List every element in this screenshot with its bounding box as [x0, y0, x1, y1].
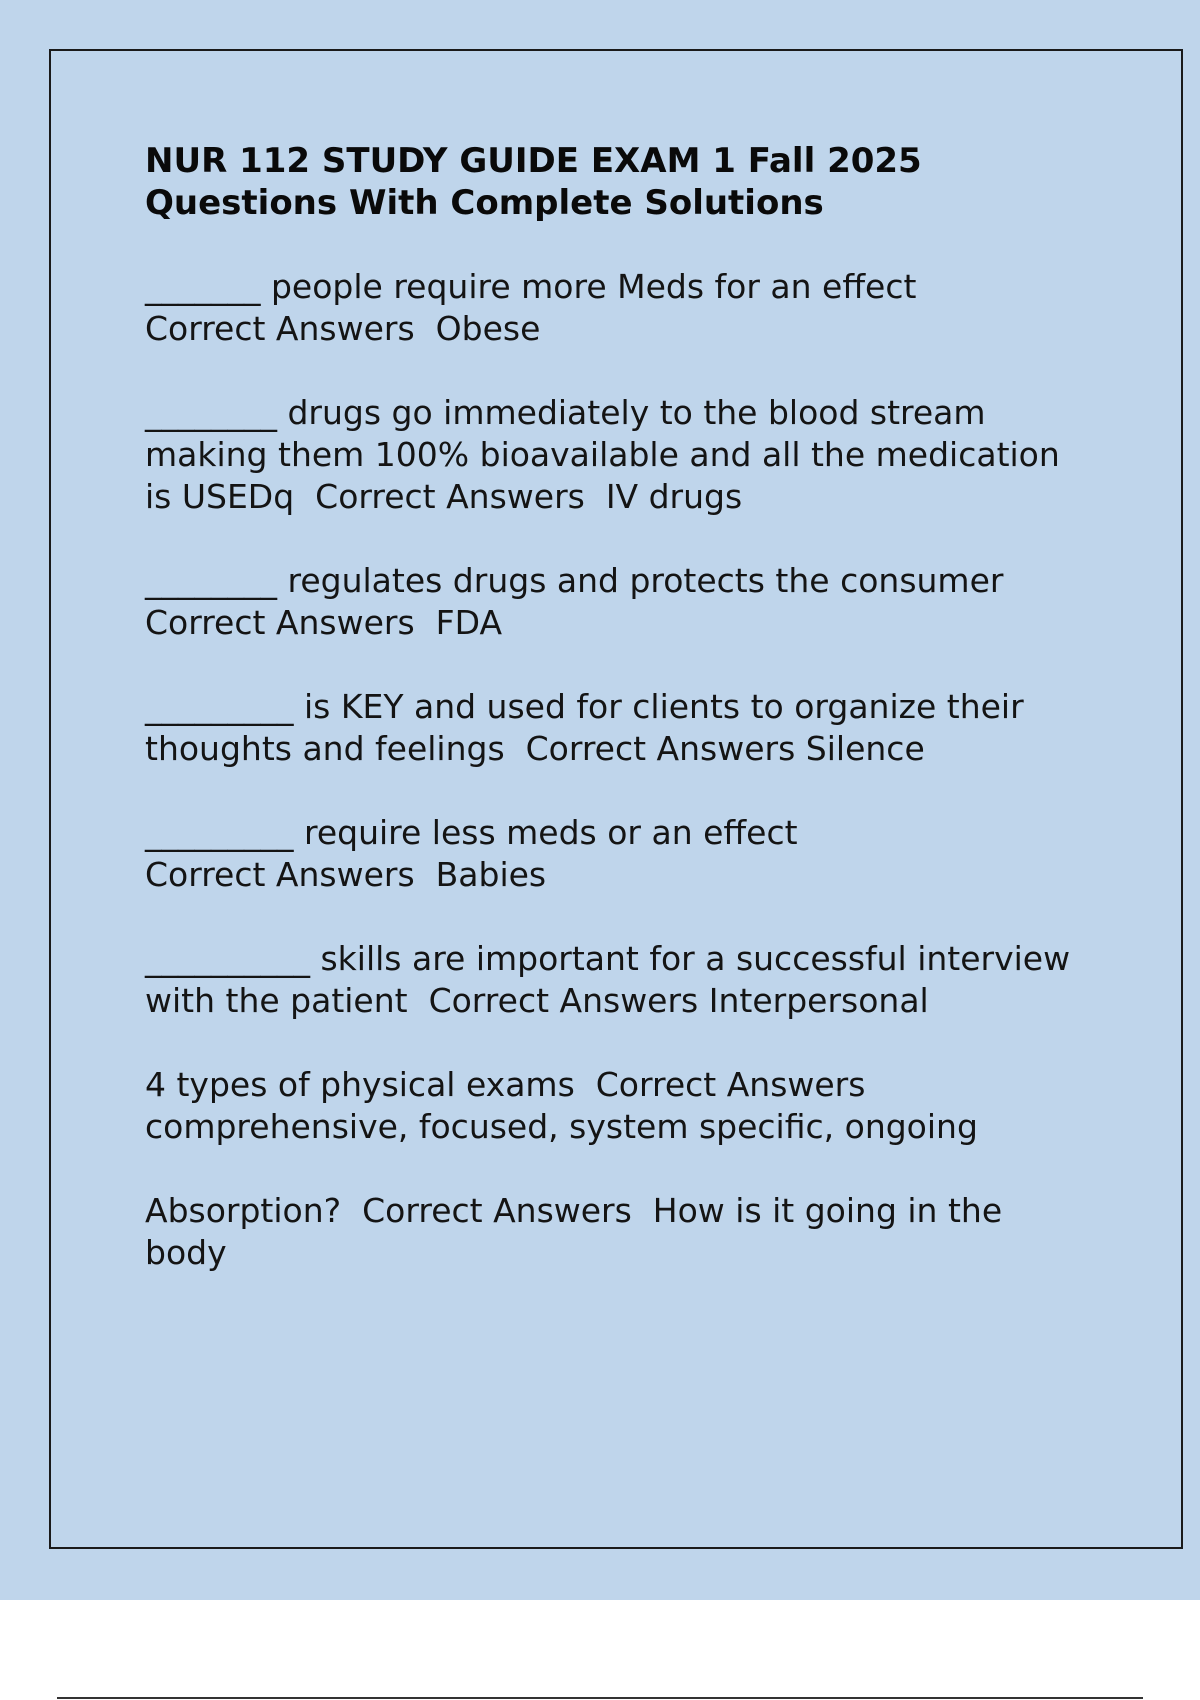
answer-text: Silence — [805, 729, 925, 768]
answer-label: Correct Answers — [362, 1191, 632, 1230]
question-text: ________ regulates drugs and protects the consumer — [145, 561, 1004, 600]
question-text: _________ is KEY and used for clients to organize their thoughts and feelings — [145, 687, 1035, 768]
answer-label: Correct Answers — [595, 1065, 866, 1104]
answer-label: Correct Answers — [315, 477, 585, 516]
answer-label: Correct Answers — [145, 309, 415, 348]
question-text: Absorption? — [145, 1191, 342, 1230]
document-title — [145, 140, 1085, 224]
answer-label: Correct Answers — [145, 603, 415, 642]
footer-divider — [57, 1697, 1143, 1699]
answer-text: Interpersonal — [708, 981, 929, 1020]
study-guide-content — [145, 140, 1085, 1316]
answer-text: Babies — [435, 855, 547, 894]
answer-text: IV drugs — [605, 477, 743, 516]
title-line-2: Questions With Complete Solutions — [145, 183, 824, 223]
answer-text: FDA — [435, 603, 503, 642]
question-text: 4 types of physical exams — [145, 1065, 575, 1104]
qa-item — [145, 266, 1085, 350]
answer-text: How is it going in the body — [145, 1191, 1013, 1272]
answer-label: Correct Answers — [525, 729, 796, 768]
qa-item — [145, 392, 1085, 518]
answer-text: comprehensive, focused, system specific, ongoing — [145, 1107, 978, 1146]
qa-item — [145, 1064, 1085, 1148]
answer-text: Obese — [435, 309, 541, 348]
question-text: _________ require less meds or an effect — [145, 813, 798, 852]
answer-label: Correct Answers — [145, 855, 415, 894]
qa-item — [145, 1190, 1085, 1274]
question-text: __________ skills are important for a successful interview with the patient — [145, 939, 1081, 1020]
qa-item — [145, 686, 1085, 770]
qa-item — [145, 560, 1085, 644]
qa-item — [145, 812, 1085, 896]
question-text: ________ drugs go immediately to the blood stream making them 100% bioavailable and all the medication is USEDq — [145, 393, 1071, 516]
question-text: _______ people require more Meds for an effect — [145, 267, 917, 306]
title-line-1: NUR 112 STUDY GUIDE EXAM 1 Fall 2025 — [145, 141, 922, 181]
qa-item — [145, 938, 1085, 1022]
answer-label: Correct Answers — [428, 981, 699, 1020]
